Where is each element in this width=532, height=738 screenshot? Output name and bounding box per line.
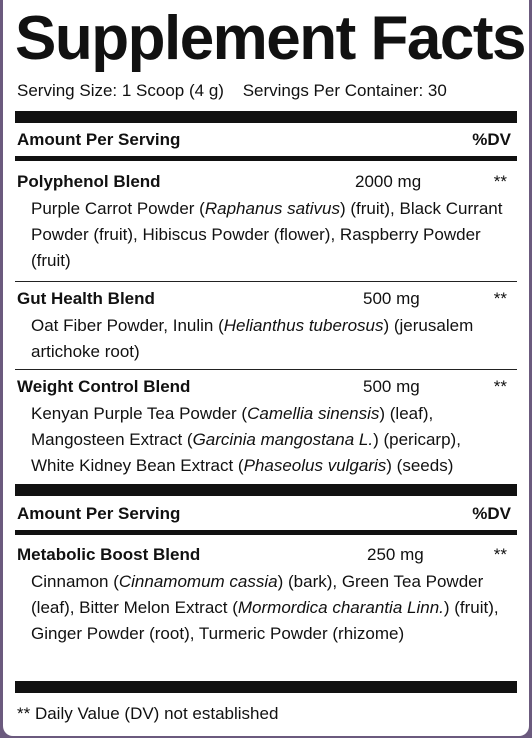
blend-amount: 500 mg bbox=[363, 377, 420, 396]
amount-per-serving-label: Amount Per Serving bbox=[17, 504, 181, 523]
medium-divider bbox=[15, 156, 517, 161]
botanical-name: Mormordica charantia Linn. bbox=[237, 598, 444, 617]
footnote: ** Daily Value (DV) not established bbox=[17, 704, 279, 723]
medium-divider bbox=[15, 530, 517, 535]
botanical-name: Raphanus sativus bbox=[204, 199, 340, 218]
panel-title: Supplement Facts bbox=[15, 4, 525, 73]
blend-ingredients bbox=[31, 196, 509, 274]
serving-size: Serving Size: 1 Scoop (4 g) bbox=[17, 81, 224, 100]
column-header bbox=[17, 503, 511, 525]
ingredient-text: Kenyan Purple Tea Powder ( bbox=[31, 404, 248, 423]
thick-divider bbox=[15, 681, 517, 693]
blend-dv: ** bbox=[493, 377, 507, 396]
serving-info bbox=[17, 80, 447, 102]
ingredient-text: ) (jerusalem artichoke root) bbox=[31, 316, 474, 361]
column-header bbox=[17, 129, 511, 151]
blend-dv: ** bbox=[493, 289, 507, 308]
blend-ingredients bbox=[31, 401, 509, 479]
blend-amount: 250 mg bbox=[367, 545, 424, 564]
ingredient-text: ) (bark), Green Tea Powder (leaf), Bitter Melon Extract ( bbox=[31, 572, 484, 617]
thick-divider bbox=[15, 484, 517, 496]
ingredient-text: Oat Fiber Powder, Inulin ( bbox=[31, 316, 224, 335]
ingredient-text: Cinnamon ( bbox=[31, 572, 119, 591]
dv-label: %DV bbox=[472, 504, 511, 523]
botanical-name: Helianthus tuberosus bbox=[223, 316, 384, 335]
servings-per-container: Servings Per Container: 30 bbox=[242, 81, 447, 100]
ingredient-text: ) (seeds) bbox=[386, 456, 454, 475]
blend-amount: 500 mg bbox=[363, 289, 420, 308]
botanical-name: Garcinia mangostana L. bbox=[192, 430, 374, 449]
ingredient-text: ) (fruit), Ginger Powder (root), Turmeric Powder (rhizome) bbox=[31, 598, 499, 643]
divider-line bbox=[15, 281, 517, 282]
ingredient-text: ) (leaf), Mangosteen Extract ( bbox=[31, 404, 434, 449]
thick-divider bbox=[15, 111, 517, 123]
dv-label: %DV bbox=[472, 130, 511, 149]
botanical-name: Camellia sinensis bbox=[247, 404, 380, 423]
botanical-name: Cinnamomum cassia bbox=[118, 572, 278, 591]
ingredient-text: ) (fruit), Black Currant Powder (fruit), Hibiscus Powder (flower), Raspberry Powder (fruit) bbox=[31, 199, 503, 270]
amount-per-serving-label: Amount Per Serving bbox=[17, 130, 181, 149]
botanical-name: Phaseolus vulgaris bbox=[243, 456, 387, 475]
divider-line bbox=[15, 369, 517, 370]
blend-amount: 2000 mg bbox=[355, 172, 422, 191]
ingredient-text: Purple Carrot Powder ( bbox=[31, 199, 205, 218]
blend-dv: ** bbox=[493, 545, 507, 564]
supplement-facts-panel bbox=[3, 0, 529, 736]
blend-ingredients bbox=[31, 313, 509, 365]
blend-name: Metabolic Boost Blend bbox=[17, 545, 201, 564]
blend-ingredients bbox=[31, 569, 509, 647]
ingredient-text: ) (pericarp), White Kidney Bean Extract ( bbox=[31, 430, 461, 475]
blend-name: Polyphenol Blend bbox=[17, 172, 161, 191]
blend-dv: ** bbox=[493, 172, 507, 191]
blend-name: Weight Control Blend bbox=[17, 377, 191, 396]
blend-name: Gut Health Blend bbox=[17, 289, 155, 308]
